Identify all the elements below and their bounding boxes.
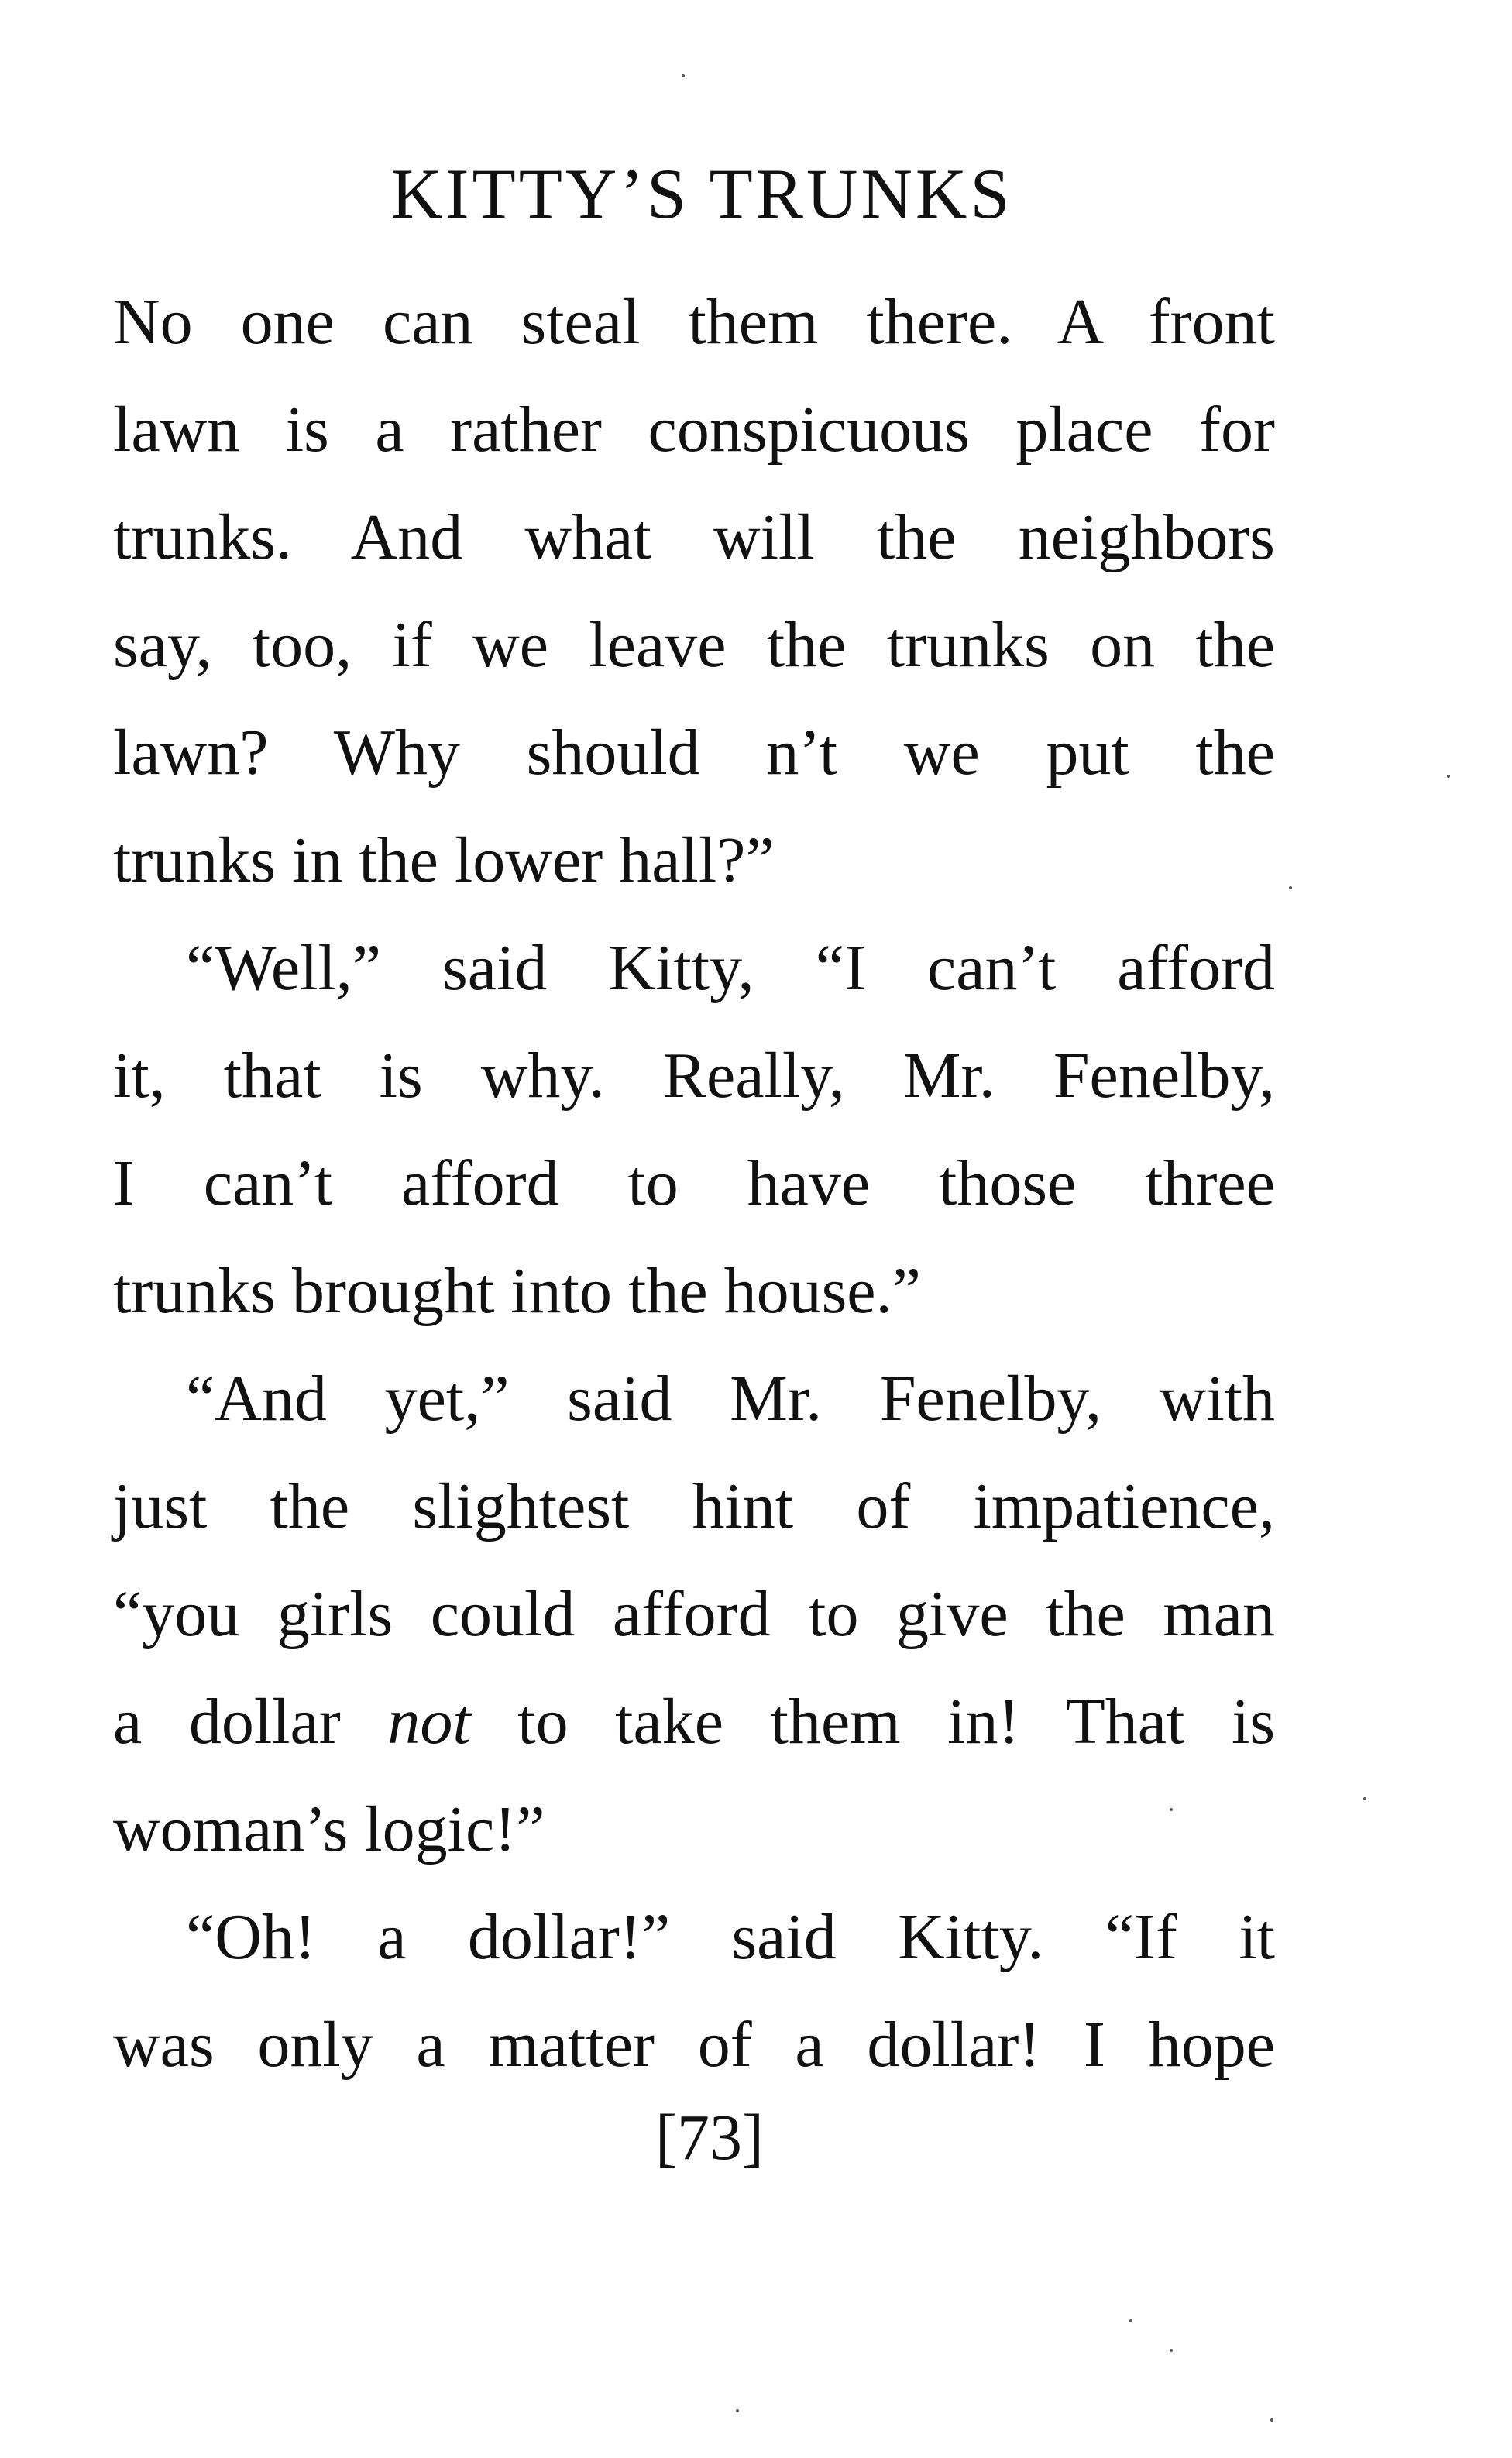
scan-speck bbox=[736, 2409, 739, 2412]
scan-speck bbox=[682, 74, 685, 77]
scan-speck bbox=[1289, 886, 1292, 889]
scan-speck bbox=[1363, 1797, 1366, 1800]
paragraph-start-line: “And yet,” said Mr. Fenelby, with bbox=[186, 1363, 1275, 1435]
scan-speck bbox=[1170, 2349, 1173, 2352]
text-line: was only a matter of a dollar! I hope bbox=[113, 2009, 1275, 2081]
paragraph-start-line: “Oh! a dollar!” said Kitty. “If it bbox=[186, 1901, 1275, 1973]
running-head: KITTY’S TRUNKS bbox=[390, 154, 1013, 233]
body-text bbox=[113, 268, 1275, 2099]
text-line: No one can steal them there. A front bbox=[113, 286, 1275, 358]
text-line: trunks brought into the house.” bbox=[113, 1255, 921, 1327]
text-line: lawn? Why should n’t we put the bbox=[113, 717, 1275, 789]
text-line: lawn is a rather conspicuous place for bbox=[113, 394, 1275, 466]
text-line: woman’s logic!” bbox=[113, 1793, 545, 1865]
text-line: it, that is why. Really, Mr. Fenelby, bbox=[113, 1040, 1275, 1112]
scan-speck bbox=[1170, 1808, 1173, 1811]
text-line: say, too, if we leave the trunks on the bbox=[113, 609, 1275, 681]
page-number: [73] bbox=[655, 2102, 764, 2174]
text-segment: to take them in! That is bbox=[470, 1686, 1276, 1758]
text-line: trunks. And what will the neighbors bbox=[113, 501, 1275, 573]
text-segment: a dollar bbox=[113, 1686, 388, 1758]
text-line: trunks in the lower hall?” bbox=[113, 824, 775, 896]
scan-speck bbox=[1129, 2319, 1132, 2322]
text-line: “you girls could afford to give the man bbox=[113, 1578, 1275, 1650]
text-line-with-italic bbox=[113, 1668, 1275, 1776]
paragraph-start-line: “Well,” said Kitty, “I can’t afford bbox=[186, 932, 1275, 1004]
text-line: just the slightest hint of impatience, bbox=[113, 1470, 1275, 1542]
text-line: I can’t afford to have those three bbox=[113, 1147, 1275, 1219]
scan-speck bbox=[1270, 2418, 1273, 2422]
scan-speck bbox=[1447, 775, 1450, 778]
italic-word: not bbox=[387, 1686, 471, 1758]
